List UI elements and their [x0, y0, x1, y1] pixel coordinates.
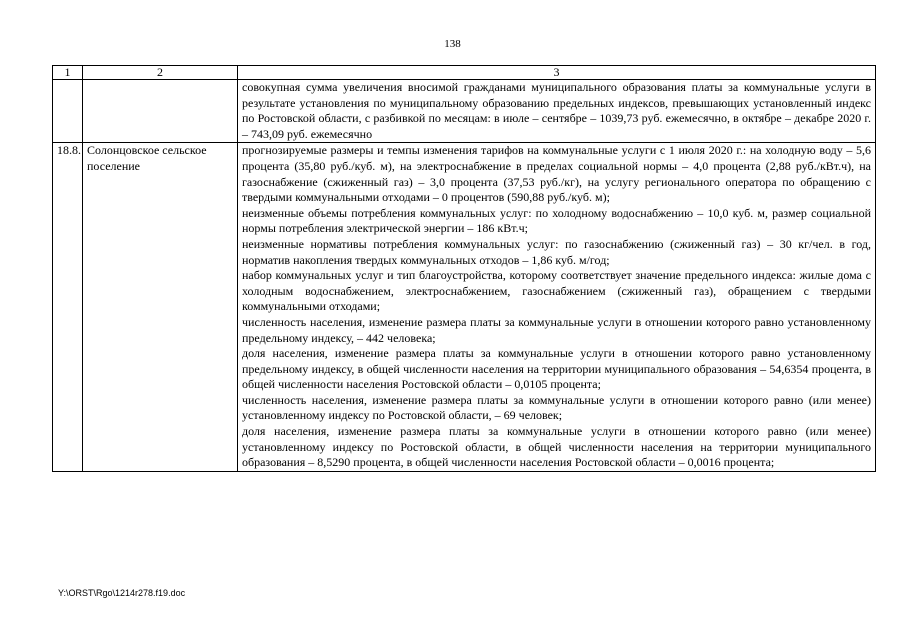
table-row — [53, 143, 876, 471]
row-number — [53, 80, 83, 143]
description-paragraph: доля населения, изменение размера платы за коммунальные услуги в отношении которого равно установленному предельному индексу, в общей численности населения на территории муниципального образования – 54,6354 процента, в общей численности населения Ростовской области – 0,0105 процента; — [242, 346, 871, 392]
row-description — [238, 80, 876, 143]
row-number: 18.8. — [53, 143, 83, 471]
description-paragraph: совокупная сумма увеличения вносимой гражданами муниципального образования платы за коммунальные услуги в результате установления по муниципальному образованию предельных индексов, превышающих установленный индекс по Ростовской области, с разбивкой по месяцам: в июле – сентябре – 1039,73 руб. ежемесячно, в октябре – декабре 2020 г. – 743,09 руб. ежемесячно — [242, 80, 871, 141]
document-table — [52, 65, 876, 472]
header-col-3: 3 — [238, 66, 876, 80]
description-paragraph: неизменные нормативы потребления коммунальных услуг: по газоснабжению (сжиженный газ) – 30 кг/чел. в год, норматив накопления твердых коммунальных отходов – 1,86 куб. м/год; — [242, 236, 871, 267]
table-row — [53, 80, 876, 143]
page-number: 138 — [444, 38, 461, 50]
description-paragraph: численность населения, изменение размера платы за коммунальные услуги в отношении которого равно (или менее) установленному индексу по Ростовской области, – 69 человек; — [242, 392, 871, 423]
description-paragraph: неизменные объемы потребления коммунальных услуг: по холодному водоснабжению – 10,0 куб. м, размер социальной нормы потребления электрической энергии – 186 кВт.ч; — [242, 205, 871, 236]
row-description — [238, 143, 876, 471]
description-paragraph: прогнозируемые размеры и темпы изменения тарифов на коммунальные услуги с 1 июля 2020 г.: на холодную воду – 5,6 процента (35,80 руб./куб. м), на электроснабжение в пределах социальной нормы – 4,0 процента (2,88 руб./кВт.ч), на газоснабжение (сжиженный газ) – 3,0 процента (37,53 руб./кг), на услугу регионального оператора по обращению с твердыми коммунальными отходами – 0 процентов (590,88 руб./куб. м); — [242, 143, 871, 205]
row-settlement-name — [83, 80, 238, 143]
description-paragraph: набор коммунальных услуг и тип благоустройства, которому соответствует значение предельного индекса: жилые дома с холодным водоснабжением, электроснабжением, газоснабжением (сжиженный газ), обращением с твердыми коммунальными отходами; — [242, 268, 871, 314]
table-header-row — [53, 66, 876, 80]
row-settlement-name: Солонцовское сельское поселение — [83, 143, 238, 471]
header-col-2: 2 — [83, 66, 238, 80]
description-paragraph: доля населения, изменение размера платы за коммунальные услуги в отношении которого равно (или менее) установленному индексу по Ростовской области, в общей численности населения на территории муниципального образования – 8,5290 процента, в общей численности населения Ростовской области – 0,0016 процента; — [242, 424, 871, 470]
description-paragraph: численность населения, изменение размера платы за коммунальные услуги в отношении которого равно установленному предельному индексу, – 442 человека; — [242, 314, 871, 345]
header-col-1: 1 — [53, 66, 83, 80]
file-path-footer: Y:\ORST\Rgo\1214r278.f19.doc — [58, 588, 186, 598]
